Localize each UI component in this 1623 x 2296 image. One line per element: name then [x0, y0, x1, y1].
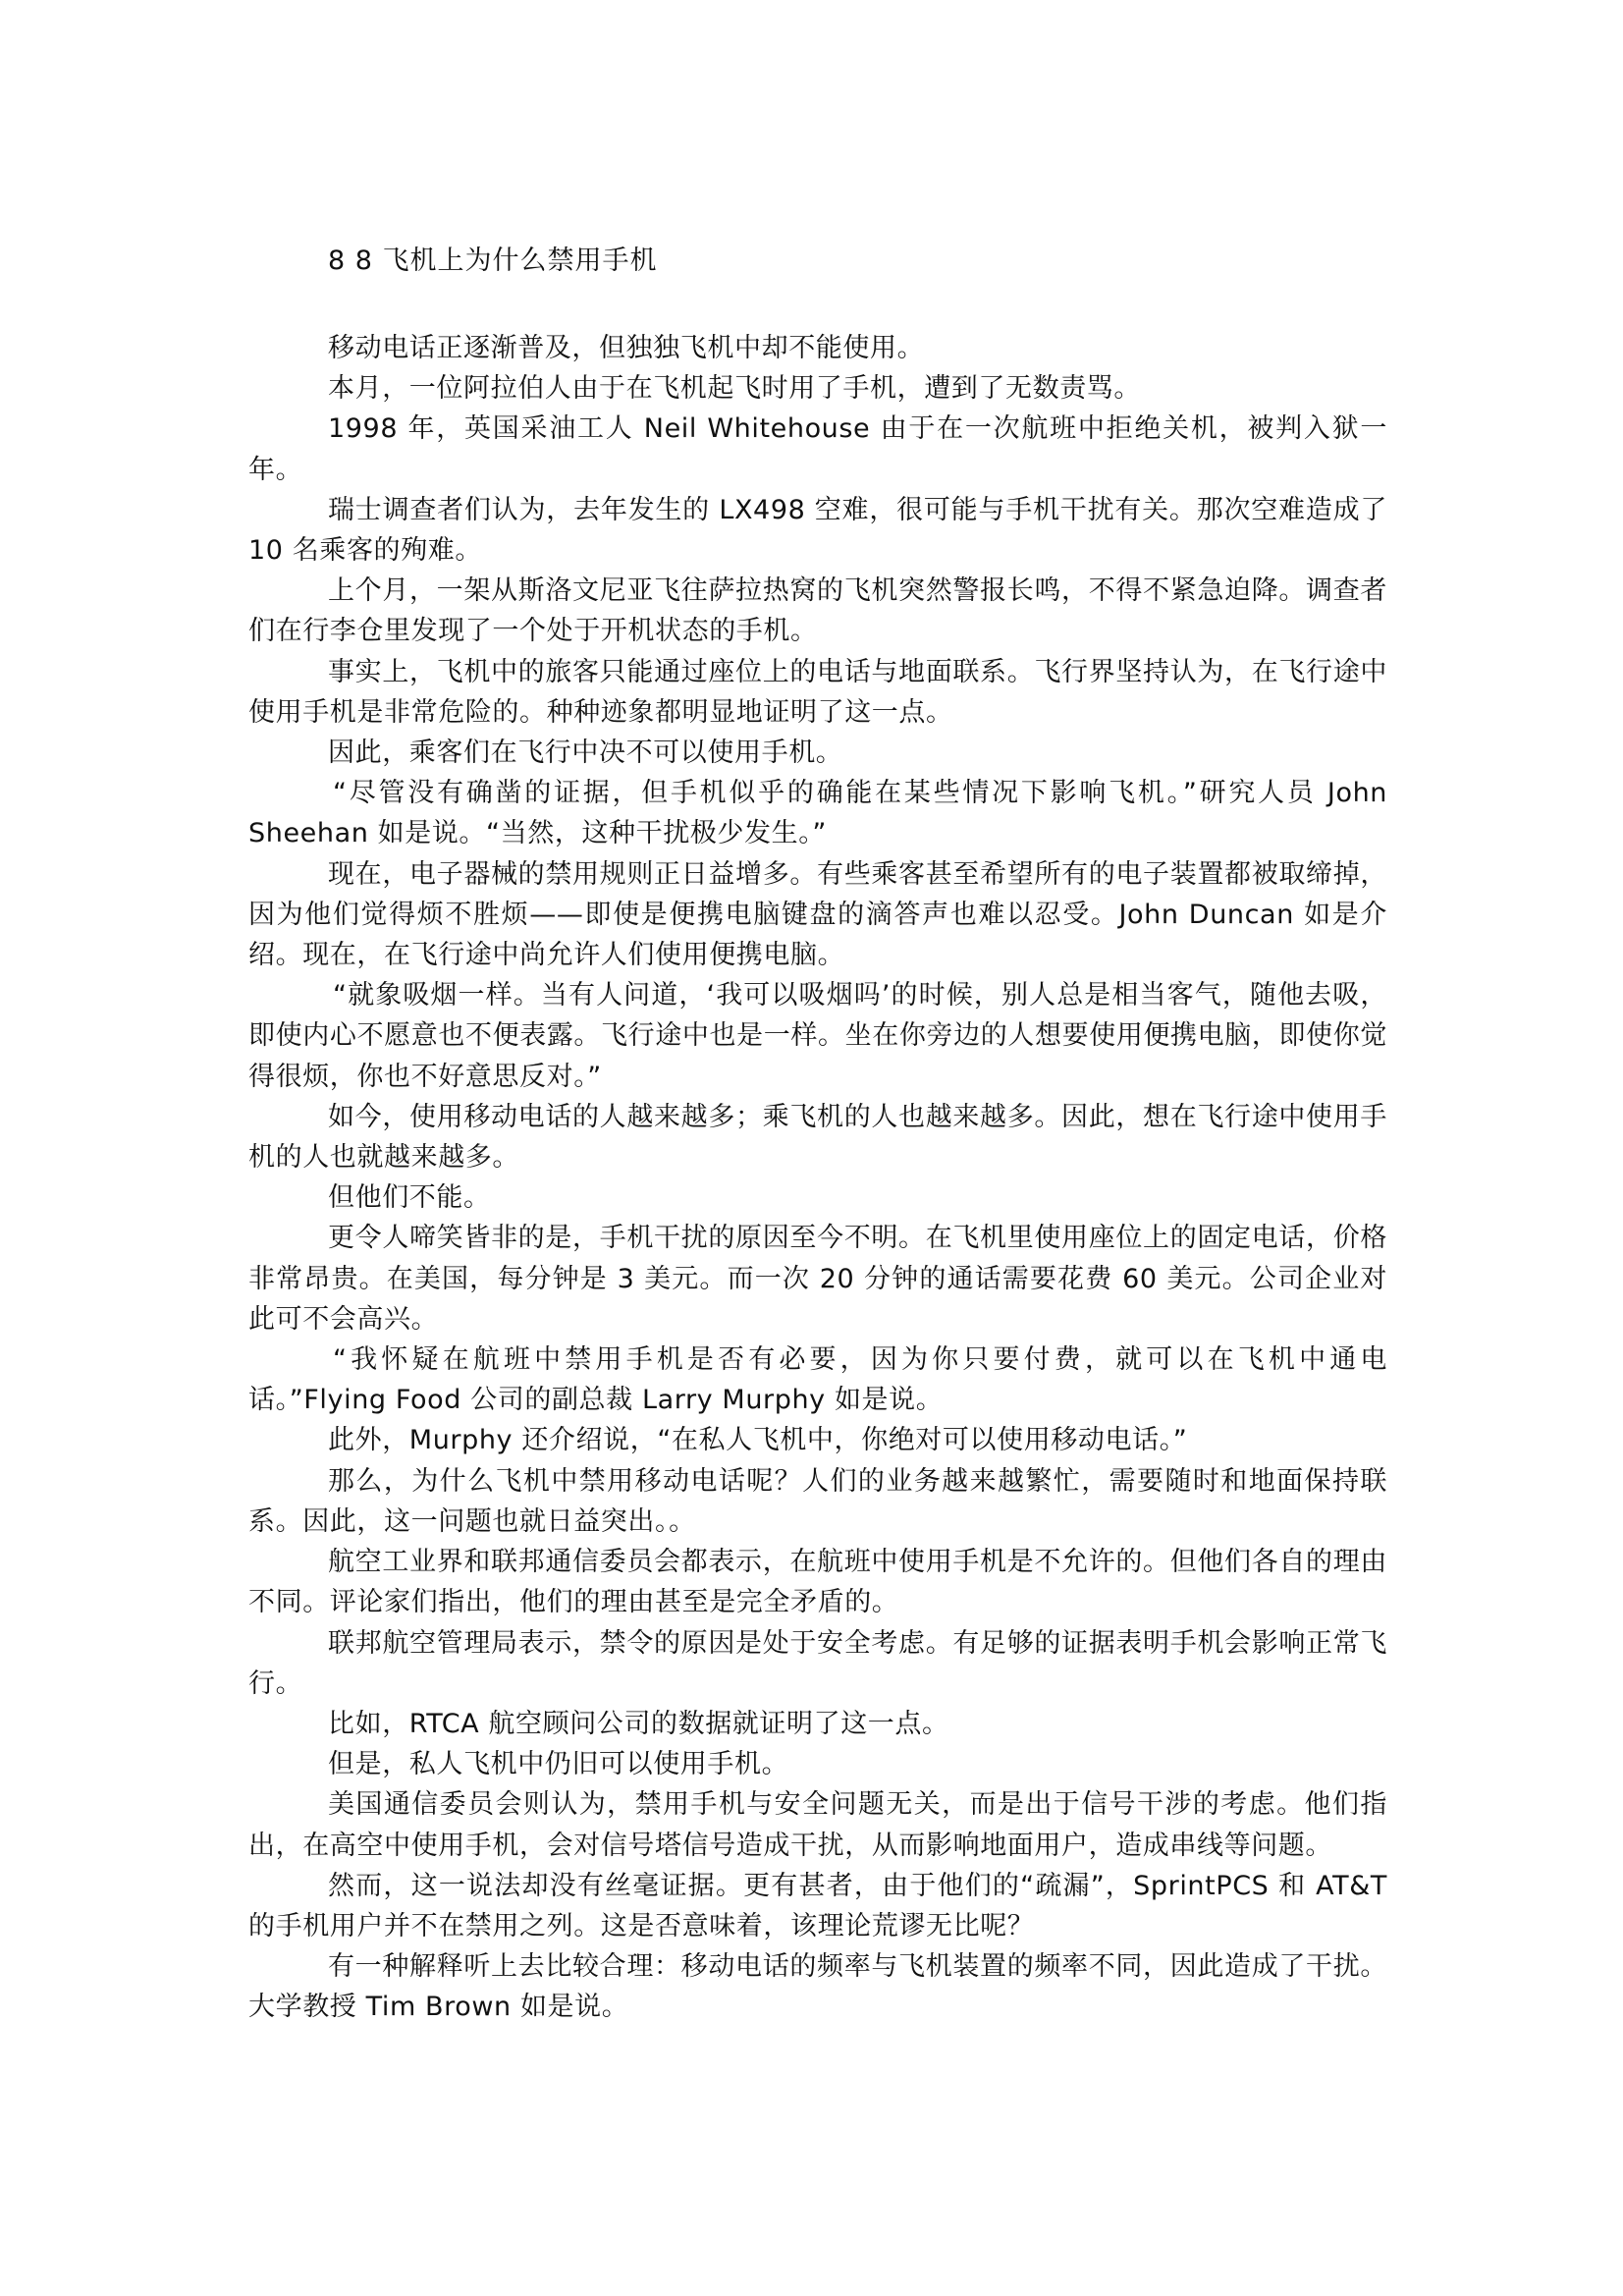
- paragraph: 现在，电子器械的禁用规则正日益增多。有些乘客甚至希望所有的电子装置都被取缔掉，因为他们觉得烦不胜烦——即使是便携电脑键盘的滴答声也难以忍受。John Duncan 如是介绍。现在，在飞行途中尚允许人们使用便携电脑。: [248, 858, 1387, 971]
- paragraph: 事实上，飞机中的旅客只能通过座位上的电话与地面联系。飞行界坚持认为，在飞行途中使用手机是非常危险的。种种迹象都明显地证明了这一点。: [248, 656, 1387, 728]
- paragraph: 因此，乘客们在飞行中决不可以使用手机。: [328, 738, 843, 769]
- paragraph: 如今，使用移动电话的人越来越多；乘飞机的人也越来越多。因此，想在飞行途中使用手机的人也就越来越多。: [248, 1101, 1387, 1174]
- paragraph: 有一种解释听上去比较合理：移动电话的频率与飞机装置的频率不同，因此造成了干扰。大学教授 Tim Brown 如是说。: [248, 1951, 1387, 2023]
- paragraph: 联邦航空管理局表示，禁令的原因是处于安全考虑。有足够的证据表明手机会影响正常飞行。: [248, 1627, 1387, 1699]
- paragraph: 比如，RTCA 航空顾问公司的数据就证明了这一点。: [328, 1708, 949, 1739]
- paragraph: 上个月，一架从斯洛文尼亚飞往萨拉热窝的飞机突然警报长鸣，不得不紧急迫降。调查者们在行李仓里发现了一个处于开机状态的手机。: [248, 575, 1387, 647]
- paragraph: 更令人啼笑皆非的是，手机干扰的原因至今不明。在飞机里使用座位上的固定电话，价格非常昂贵。在美国，每分钟是 3 美元。而一次 20 分钟的通话需要花费 60 美元。公司企业对此可不会高兴。: [248, 1223, 1387, 1335]
- article-body: [248, 328, 1387, 2028]
- paragraph: “尽管没有确凿的证据，但手机似乎的确能在某些情况下影响飞机。”研究人员 John Sheehan 如是说。“当然，这种干扰极少发生。”: [248, 778, 1387, 849]
- paragraph: 瑞士调查者们认为，去年发生的 LX498 空难，很可能与手机干扰有关。那次空难造成了 10 名乘客的殉难。: [248, 494, 1387, 567]
- paragraph: 移动电话正逐渐普及，但独独飞机中却不能使用。: [328, 333, 925, 363]
- paragraph: 但他们不能。: [328, 1182, 491, 1214]
- paragraph: 本月，一位阿拉伯人由于在飞机起飞时用了手机，遭到了无数责骂。: [328, 373, 1141, 405]
- paragraph: “就象吸烟一样。当有人问道，‘我可以吸烟吗’的时候，别人总是相当客气，随他去吸，即使内心不愿意也不便表露。飞行途中也是一样。坐在你旁边的人想要使用便携电脑，即使你觉得很烦，你也不好意思反对。”: [248, 980, 1387, 1092]
- paragraph: 但是，私人飞机中仍旧可以使用手机。: [328, 1749, 789, 1780]
- paragraph: 美国通信委员会则认为，禁用手机与安全问题无关，而是出于信号干涉的考虑。他们指出，在高空中使用手机，会对信号塔信号造成干扰，从而影响地面用户，造成串线等问题。: [248, 1789, 1387, 1861]
- paragraph: 然而，这一说法却没有丝毫证据。更有甚者，由于他们的“疏漏”，SprintPCS 和 AT&T 的手机用户并不在禁用之列。这是否意味着，该理论荒谬无比呢？: [248, 1870, 1387, 1941]
- article-title: 8 8 飞机上为什么禁用手机: [328, 246, 658, 276]
- paragraph: 航空工业界和联邦通信委员会都表示，在航班中使用手机是不允许的。但他们各自的理由不同。评论家们指出，他们的理由甚至是完全矛盾的。: [248, 1547, 1387, 1618]
- paragraph: 那么，为什么飞机中禁用移动电话呢？人们的业务越来越繁忙，需要随时和地面保持联系。因此，这一问题也就日益突出。。: [248, 1465, 1387, 1537]
- paragraph: 1998 年，英国采油工人 Neil Whitehouse 由于在一次航班中拒绝关机，被判入狱一年。: [248, 413, 1387, 485]
- paragraph: 此外，Murphy 还介绍说，“在私人飞机中，你绝对可以使用移动电话。”: [328, 1425, 1188, 1456]
- paragraph: “我怀疑在航班中禁用手机是否有必要，因为你只要付费，就可以在飞机中通电话。”Flying Food 公司的副总裁 Larry Murphy 如是说。: [248, 1344, 1387, 1416]
